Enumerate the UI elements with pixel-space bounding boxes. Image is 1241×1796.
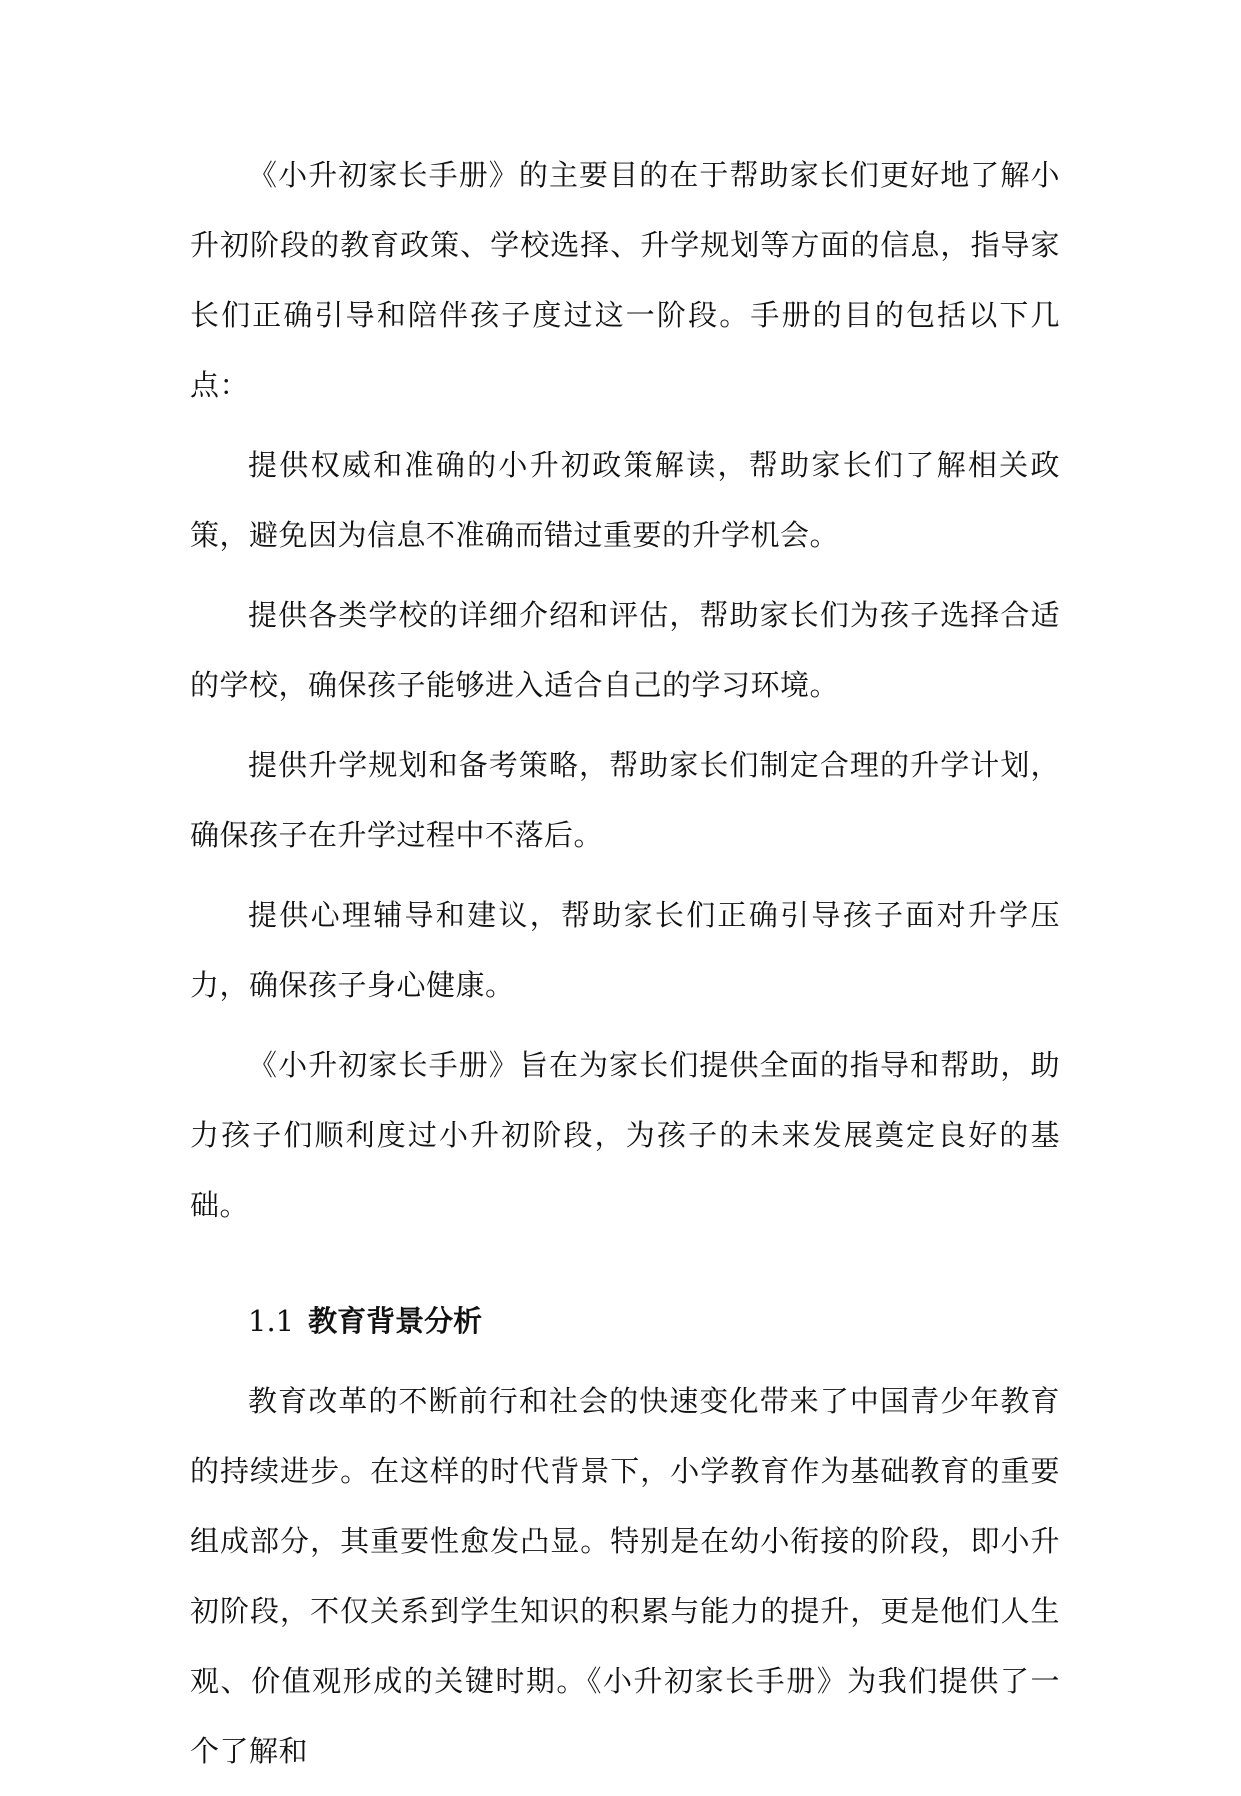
section-title: 教育背景分析: [308, 1304, 483, 1338]
paragraph-summary: 《小升初家长手册》旨在为家长们提供全面的指导和帮助，助力孩子们顺利度过小升初阶段，为孩子的未来发展奠定良好的基础。: [190, 1048, 1060, 1222]
paragraph-policy: 提供权威和准确的小升初政策解读，帮助家长们了解相关政策，避免因为信息不准确而错过重要的升学机会。: [190, 448, 1060, 552]
paragraph-counseling: 提供心理辅导和建议，帮助家长们正确引导孩子面对升学压力，确保孩子身心健康。: [190, 898, 1060, 1002]
paragraph-background: 教育改革的不断前行和社会的快速变化带来了中国青少年教育的持续进步。在这样的时代背景下，小学教育作为基础教育的重要组成部分，其重要性愈发凸显。特别是在幼小衔接的阶段，即小升初阶段，不仅关系到学生知识的积累与能力的提升，更是他们人生观、价值观形成的关键时期。《小升初家长手册》为我们提供了一个了解和: [190, 1384, 1060, 1768]
paragraph-planning: 提供升学规划和备考策略，帮助家长们制定合理的升学计划，确保孩子在升学过程中不落后。: [190, 748, 1060, 852]
paragraph-intro: 《小升初家长手册》的主要目的在于帮助家长们更好地了解小升初阶段的教育政策、学校选择、升学规划等方面的信息，指导家长们正确引导和陪伴孩子度过这一阶段。手册的目的包括以下几点：: [190, 158, 1060, 402]
section-heading: [248, 1286, 1060, 1356]
section-number: 1.1: [248, 1304, 295, 1338]
document-body: [190, 140, 1060, 1796]
paragraph-schools: 提供各类学校的详细介绍和评估，帮助家长们为孩子选择合适的学校，确保孩子能够进入适合自己的学习环境。: [190, 598, 1060, 702]
